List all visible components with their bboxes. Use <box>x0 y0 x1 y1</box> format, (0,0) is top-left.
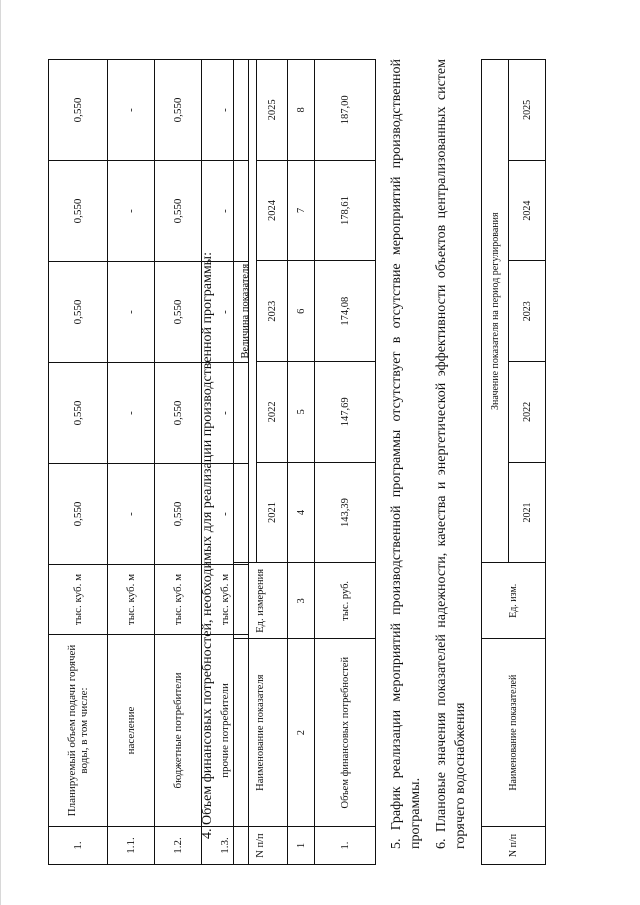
column-index: 2 <box>288 639 315 827</box>
value-cell: 0,550 <box>49 363 108 464</box>
header-unit: Ед. изм. <box>482 563 546 639</box>
value-cell: 0,550 <box>155 262 202 363</box>
unit-cell: тыс. куб. м <box>155 565 202 635</box>
value-cell: - <box>108 60 155 161</box>
reliability-indicators-table <box>481 59 546 865</box>
row-number: 1.3. <box>202 827 249 865</box>
column-index: 7 <box>288 160 315 261</box>
value-cell: 174,08 <box>315 261 376 362</box>
table-row <box>315 60 376 865</box>
row-number: 1.2. <box>155 827 202 865</box>
header-year: 2021 <box>257 462 288 563</box>
value-cell: 0,550 <box>49 464 108 565</box>
header-indicator-name: Наименование показателей <box>482 639 546 827</box>
header-number: N п/п <box>234 827 288 865</box>
header-year: 2022 <box>509 362 546 463</box>
value-cell: 178,61 <box>315 160 376 261</box>
indicator-name: бюджетные потребители <box>155 635 202 827</box>
value-cell: 0,550 <box>49 60 108 161</box>
value-cell: 0,550 <box>155 464 202 565</box>
value-cell: - <box>202 363 249 464</box>
value-cell: 147,69 <box>315 362 376 463</box>
column-index: 1 <box>288 827 315 865</box>
column-index: 6 <box>288 261 315 362</box>
header-year: 2025 <box>257 60 288 161</box>
value-cell: - <box>202 262 249 363</box>
row-number: 1.1. <box>108 827 155 865</box>
value-cell: 187,00 <box>315 60 376 161</box>
header-year: 2022 <box>257 362 288 463</box>
value-cell: - <box>108 363 155 464</box>
section-4-heading: 4. Объем финансовых потребностей, необходимых для реализации производственной программы: <box>200 252 215 839</box>
indicator-name: население <box>108 635 155 827</box>
column-index: 3 <box>288 563 315 639</box>
column-index: 5 <box>288 362 315 463</box>
header-number: N п/п <box>482 827 546 865</box>
column-index: 4 <box>288 462 315 563</box>
unit-cell: тыс. куб. м <box>108 565 155 635</box>
section-5-paragraph: 5. График реализации мероприятий производственной программы отсутствует в отсутствие мероприятий производственной программы. <box>389 59 423 849</box>
column-index-row <box>288 60 315 865</box>
value-cell: - <box>108 161 155 262</box>
value-cell: - <box>202 161 249 262</box>
indicator-name: Объем финансовых потребностей <box>315 639 376 827</box>
header-year: 2023 <box>509 261 546 362</box>
unit-cell: тыс. куб. м <box>49 565 108 635</box>
header-year: 2023 <box>257 261 288 362</box>
value-cell: 0,550 <box>155 363 202 464</box>
value-cell: 0,550 <box>49 161 108 262</box>
value-cell: 0,550 <box>155 161 202 262</box>
table-header-row <box>482 60 509 865</box>
value-cell: - <box>202 464 249 565</box>
value-cell: 0,550 <box>155 60 202 161</box>
table-row <box>108 60 155 865</box>
value-cell: 0,550 <box>49 262 108 363</box>
table-row <box>155 60 202 865</box>
header-indicator-name: Наименование показателя <box>234 639 288 827</box>
header-year: 2024 <box>257 160 288 261</box>
header-value-group: Значение показателя на период регулирования <box>482 60 509 563</box>
financial-needs-table <box>233 59 376 865</box>
row-number: 1. <box>49 827 108 865</box>
unit-cell: тыс. руб. <box>315 563 376 639</box>
value-cell: - <box>108 262 155 363</box>
value-cell: - <box>202 60 249 161</box>
value-cell: - <box>108 464 155 565</box>
header-unit: Ед. измерения <box>234 563 288 639</box>
header-year: 2025 <box>509 60 546 161</box>
header-year: 2024 <box>509 160 546 261</box>
indicator-name: прочие потребители <box>202 635 249 827</box>
column-index: 8 <box>288 60 315 161</box>
value-cell: 143,39 <box>315 462 376 563</box>
section-6-paragraph: 6. Плановые значения показателей надежности, качества и энергетической эффективности объектов централизованных систем горячего водоснабжения <box>434 59 468 849</box>
row-number: 1. <box>315 827 376 865</box>
header-year: 2021 <box>509 462 546 563</box>
indicator-name: Планируемый объем подачи горячей воды, в том числе: <box>49 635 108 827</box>
hot-water-volume-table <box>48 59 249 865</box>
header-value-group: Величина показателя <box>234 60 257 563</box>
table-row <box>49 60 108 865</box>
unit-cell: тыс. куб. м <box>202 565 249 635</box>
table-header-row <box>234 60 257 865</box>
